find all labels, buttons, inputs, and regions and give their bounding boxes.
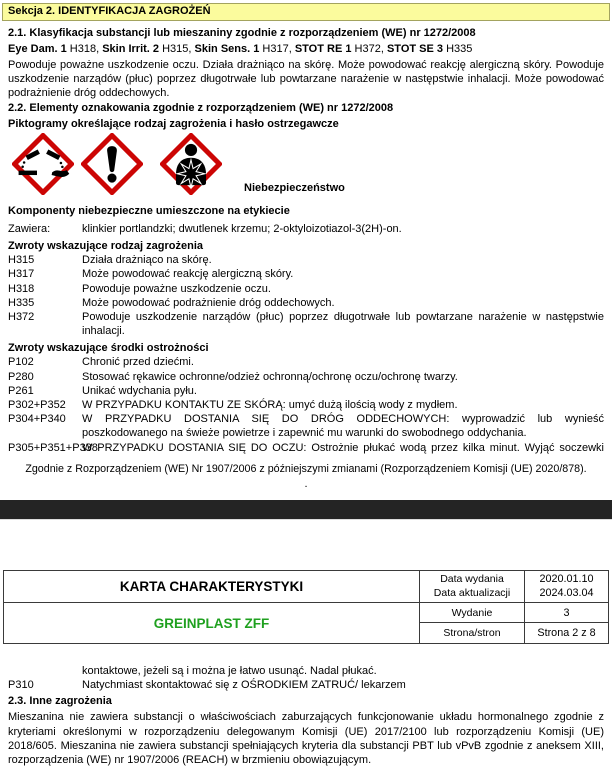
- heading-2-2: 2.2. Elementy oznakowania zgodnie z rozporządzeniem (WE) nr 1272/2008: [8, 102, 394, 114]
- edition-label: Wydanie: [419, 602, 524, 622]
- signal-word: Niebezpieczeństwo: [244, 182, 345, 194]
- hazard-code: H318,: [69, 43, 100, 55]
- precautionary-statement-row: P305+P351+P338 W PRZYPADKU DOSTANIA SIĘ DO OCZU: Ostrożnie płukać wodą przez kilka minut. Wyjąć soczewki: [8, 441, 604, 454]
- page-divider-bar: [0, 500, 612, 519]
- sds-page-2-content: [0, 664, 612, 767]
- contains-label: Zawiera:: [8, 223, 51, 235]
- hazard-class: STOT RE 1: [294, 43, 352, 55]
- contains-value: klinkier portlandzki; dwutlenek krzemu; 2-oktyloizotiazol-3(2H)-on.: [82, 223, 402, 235]
- pictograms-heading: Piktogramy określające rodzaj zagrożenia i hasło ostrzegawcze: [8, 118, 339, 130]
- p310-text: Natychmiast skontaktować się z OŚRODKIEM ZATRUĆ/ lekarzem: [82, 679, 406, 692]
- pages-value: Strona 2 z 8: [524, 622, 608, 643]
- precautionary-statements-heading: Zwroty wskazujące środki ostrożności: [8, 342, 209, 355]
- hazard-code: H315,: [162, 43, 192, 55]
- hazard-statements-heading: Zwroty wskazujące rodzaj zagrożenia: [8, 240, 204, 253]
- precautionary-statement-row: P304+P340 W PRZYPADKU DOSTANIA SIĘ DO DRÓG ODDECHOWYCH: wyprowadzić lub wynieść poszkodowanego na świeże powietrze i zapewnić mu warunki do swobodnego oddychania.: [8, 413, 604, 440]
- hazard-class: STOT SE 3: [386, 43, 444, 55]
- stray-dot: .: [304, 477, 308, 490]
- hazard-class: Skin Irrit. 2: [102, 43, 160, 55]
- hazard-code: H372,: [354, 43, 384, 55]
- ghs08-health-hazard-icon: [160, 133, 222, 195]
- date-update-value: 2024.03.04: [539, 586, 594, 599]
- ghs05-corrosion-icon: [12, 133, 74, 195]
- date-update-label: Data aktualizacji: [433, 586, 511, 599]
- contains-row: [8, 222, 604, 236]
- other-hazards-text: Mieszanina nie zawiera substancji o właściwościach zaburzających funkcjonowanie układu hormonalnego zgodnie z kryteriami określonymi w rozporządzeniu delegowanym Komisji (UE) 2017/2100 lub rozporządzeniu Komisji (UE) 2018/605. Mieszanina nie zawiera substancji spełniających kryteria dla substancji PBT lub vPvB zgodnie z aneksem XIII, rozporządzenia (WE) nr 1907/2006 (REACH) w brzmieniu obowiązującym.: [8, 711, 604, 767]
- precautionary-statement-row: [8, 678, 604, 692]
- hazard-statement-row: H335 Może powodować podrażnienie dróg oddechowych.: [8, 296, 335, 309]
- document-header-table: [3, 570, 609, 644]
- precautionary-statement-row: P102 Chronić przed dziećmi.: [8, 356, 194, 369]
- product-name: GREINPLAST ZFF: [4, 602, 419, 643]
- precautionary-statement-row: P280 Stosować rękawice ochronne/odzież ochronną/ochronę oczu/ochronę twarzy.: [8, 370, 458, 383]
- p305-continuation-row: [8, 664, 604, 678]
- date-values-cell: [524, 571, 608, 602]
- precautionary-statement-row: P261 Unikać wdychania pyłu.: [8, 384, 197, 397]
- p305-continuation-text: kontaktowe, jeżeli są i można je łatwo usunąć. Nadal płukać.: [82, 665, 377, 677]
- hazard-code: H335: [446, 43, 473, 55]
- ghs07-exclamation-mark-icon: [81, 133, 143, 195]
- date-issue-label: Data wydania: [440, 573, 504, 585]
- section-2-header: Sekcja 2. IDENTYFIKACJA ZAGROŻEŃ: [2, 3, 610, 21]
- precautionary-statement-row: P302+P352 W PRZYPADKU KONTAKTU ZE SKÓRĄ: umyć dużą ilością wody z mydłem.: [8, 399, 458, 412]
- hazard-statement-row: H317 Może powodować reakcję alergiczną skóry.: [8, 268, 294, 281]
- hazard-statement-row: H315 Działa drażniąco na skórę.: [8, 254, 212, 267]
- hazard-class: Skin Sens. 1: [194, 43, 260, 55]
- heading-2-1: 2.1. Klasyfikacja substancji lub mieszaniny zgodnie z rozporządzeniem (WE) nr 1272/2008: [8, 27, 476, 39]
- edition-value: 3: [524, 602, 608, 622]
- document-title: KARTA CHARAKTERYSTYKI: [119, 579, 304, 594]
- hazard-code: H317,: [262, 43, 292, 55]
- p310-code: P310: [8, 679, 34, 692]
- hazard-class: Eye Dam. 1: [8, 43, 67, 55]
- hazard-statement-row: H372 Powoduje uszkodzenie narządów (płuc) poprzez długotrwałe lub powtarzane narażenie w następstwie inhalacji.: [8, 311, 604, 338]
- components-heading: Komponenty niebezpieczne umieszczone na etykiecie: [8, 205, 290, 217]
- heading-2-3: 2.3. Inne zagrożenia: [8, 695, 112, 708]
- pages-label: Strona/stron: [419, 622, 524, 643]
- hazard-statement-row: H318 Powoduje poważne uszkodzenie oczu.: [8, 282, 271, 295]
- clp-classification-line: [8, 43, 604, 56]
- date-labels-cell: [419, 571, 524, 602]
- classification-summary: Powoduje poważne uszkodzenie oczu. Działa drażniąco na skórę. Może powodować reakcję alergiczną skóry. Powoduje uszkodzenie narządów (płuc) poprzez długotrwałe lub powtarzane narażenie w następstwie inhalacji. Może powodować podrażnienie dróg oddechowych.: [8, 59, 604, 99]
- page-gap: [0, 520, 612, 570]
- reach-regulation-note: Zgodnie z Rozporządzeniem (WE) Nr 1907/2006 z późniejszymi zmianami (Rozporządzeniem Komisji (UE) 2020/878).: [25, 462, 587, 475]
- pictogram-row: [8, 133, 604, 195]
- date-issue-value: 2020.01.10: [539, 573, 594, 585]
